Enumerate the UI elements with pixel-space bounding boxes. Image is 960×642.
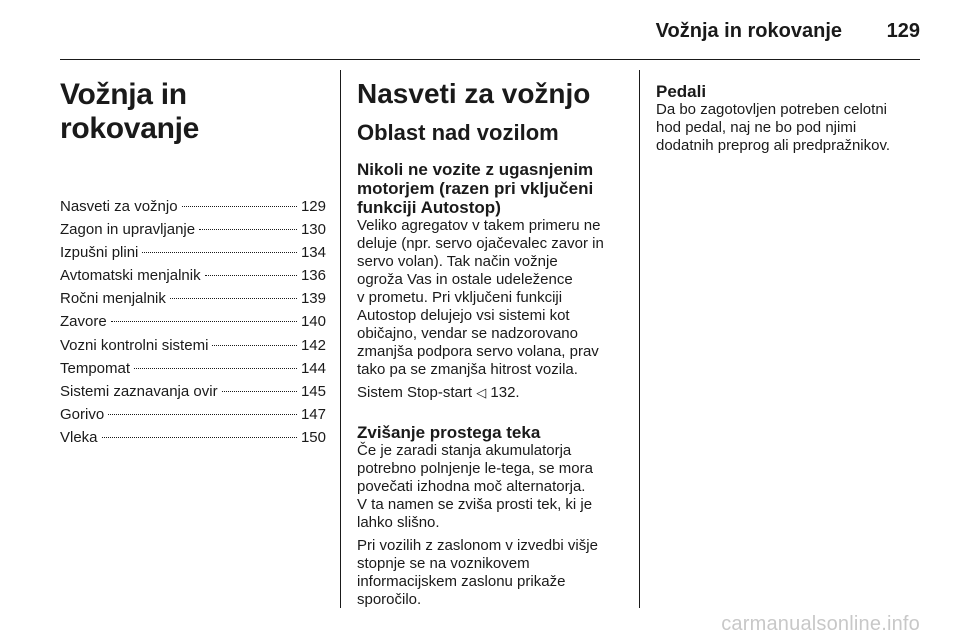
toc-entry-page: 144 <box>300 359 326 377</box>
toc-entry-label: Vozni kontrolni sistemi <box>60 336 209 354</box>
toc-entry[interactable] <box>60 429 326 447</box>
header-title: Vožnja in rokovanje <box>655 20 842 42</box>
text-line: V ta namen se zviša prosti tek, ki je <box>357 496 593 513</box>
pedali-text <box>656 101 922 155</box>
text-line: potrebno polnjenje le-tega, se mora <box>357 460 593 477</box>
toc-leader-dots <box>111 321 297 322</box>
text-line: zmanjša podpora servo volana, prav <box>357 343 599 360</box>
toc-entry-label: Sistemi zaznavanja ovir <box>60 382 218 400</box>
pedali-heading: Pedali <box>656 82 707 101</box>
text-line: Veliko agregatov v takem primeru ne <box>357 217 601 234</box>
toc-entry-page: 139 <box>300 290 326 308</box>
toc-leader-dots <box>199 229 297 230</box>
cross-reference[interactable] <box>357 384 625 402</box>
toc-entry-page: 134 <box>300 244 326 262</box>
block1-heading-line: funkciji Autostop) <box>357 198 501 217</box>
toc-entry-label: Zavore <box>60 313 107 331</box>
block2-paragraph-1 <box>357 442 625 532</box>
toc-leader-dots <box>182 206 297 207</box>
toc-entry-label: Nasveti za vožnjo <box>60 198 178 215</box>
toc-entry-page: 147 <box>300 405 326 423</box>
header-divider <box>60 59 920 60</box>
text-line: deluje (npr. servo ojačevalec zavor in <box>357 235 604 252</box>
toc-column <box>60 70 326 452</box>
block1-heading-line: Nikoli ne vozite z ugasnjenim <box>357 160 594 179</box>
block1-text <box>357 217 625 379</box>
toc-entry[interactable] <box>60 290 326 308</box>
toc-leader-dots <box>222 391 297 392</box>
toc-entry-label: Gorivo <box>60 405 105 423</box>
toc-leader-dots <box>170 298 297 299</box>
chapter-title: Vožnja in rokovanje <box>60 78 200 145</box>
column-divider-2 <box>639 70 640 608</box>
toc-leader-dots <box>212 345 297 346</box>
text-line: informacijskem zaslonu prikaže <box>357 573 566 590</box>
text-line: stopnje se na voznikovem <box>357 555 530 572</box>
toc-entry[interactable] <box>60 383 326 401</box>
toc-entry-page: 136 <box>300 267 326 285</box>
text-line: lahko slišno. <box>357 514 440 531</box>
toc-entry-page: 145 <box>300 382 326 400</box>
toc-leader-dots <box>108 414 297 415</box>
block2-paragraph-2 <box>357 537 625 609</box>
toc-entry[interactable] <box>60 337 326 355</box>
cross-reference-page: 132. <box>490 384 520 401</box>
page-number: 129 <box>886 20 920 42</box>
toc-entry-page: 142 <box>300 336 326 354</box>
text-line: Autostop delujejo vsi sistemi kot <box>357 307 570 324</box>
text-line: dodatnih preprog ali predpražnikov. <box>656 137 891 154</box>
text-line: sporočilo. <box>357 591 422 608</box>
text-line: povečati izhodna moč alternatorja. <box>357 478 586 495</box>
watermark-logo: carmanualsonline.info <box>721 613 920 635</box>
toc-entry[interactable] <box>60 313 326 331</box>
section-title: Nasveti za vožnjo <box>357 78 591 109</box>
toc-entry-label: Izpušni plini <box>60 244 139 262</box>
toc-leader-dots <box>205 275 297 276</box>
reference-arrow-icon: ◁ <box>476 385 487 400</box>
toc-entry-label: Ročni menjalnik <box>60 290 166 308</box>
cross-reference-text: Sistem Stop-start <box>357 384 473 401</box>
toc-entry[interactable] <box>60 221 326 239</box>
toc-entry-page: 140 <box>300 313 326 331</box>
toc-leader-dots <box>134 368 297 369</box>
text-line: hod pedal, naj ne bo pod njimi <box>656 119 857 136</box>
toc-leader-dots <box>142 252 297 253</box>
block2-heading: Zvišanje prostega teka <box>357 423 541 442</box>
toc-entry[interactable] <box>60 267 326 285</box>
toc-entry-label: Avtomatski menjalnik <box>60 267 201 285</box>
page-header <box>0 0 960 62</box>
block1-heading-line: motorjem (razen pri vključeni <box>357 179 594 198</box>
block1-heading <box>357 160 625 217</box>
content-column-3 <box>656 70 922 160</box>
toc-entry[interactable] <box>60 406 326 424</box>
subsection-title: Oblast nad vozilom <box>357 120 559 145</box>
toc-entry-label: Zagon in upravljanje <box>60 221 196 239</box>
toc-entry[interactable] <box>60 360 326 378</box>
toc-entry[interactable] <box>60 244 326 262</box>
toc-entry-label: Tempomat <box>60 359 131 377</box>
text-line: v prometu. Pri vključeni funkciji <box>357 289 563 306</box>
toc-entry-page: 129 <box>300 198 326 215</box>
text-line: Pri vozilih z zaslonom v izvedbi višje <box>357 537 598 554</box>
text-line: servo volan). Tak način vožnje <box>357 253 558 270</box>
text-line: Da bo zagotovljen potreben celotni <box>656 101 887 118</box>
text-line: tako pa se zmanjša hitrost vozila. <box>357 361 578 378</box>
content-column-2 <box>357 70 625 614</box>
column-divider-1 <box>340 70 341 608</box>
toc-leader-dots <box>102 437 297 438</box>
text-line: običajno, vendar se nadzorovano <box>357 325 578 342</box>
text-line: Če je zaradi stanja akumulatorja <box>357 442 572 459</box>
toc-entry[interactable] <box>60 198 326 216</box>
toc-entry-label: Vleka <box>60 428 98 446</box>
toc-entry-page: 130 <box>300 221 326 239</box>
text-line: ogroža Vas in ostale udeležence <box>357 271 573 288</box>
toc-list <box>60 198 326 447</box>
toc-entry-page: 150 <box>300 428 326 446</box>
